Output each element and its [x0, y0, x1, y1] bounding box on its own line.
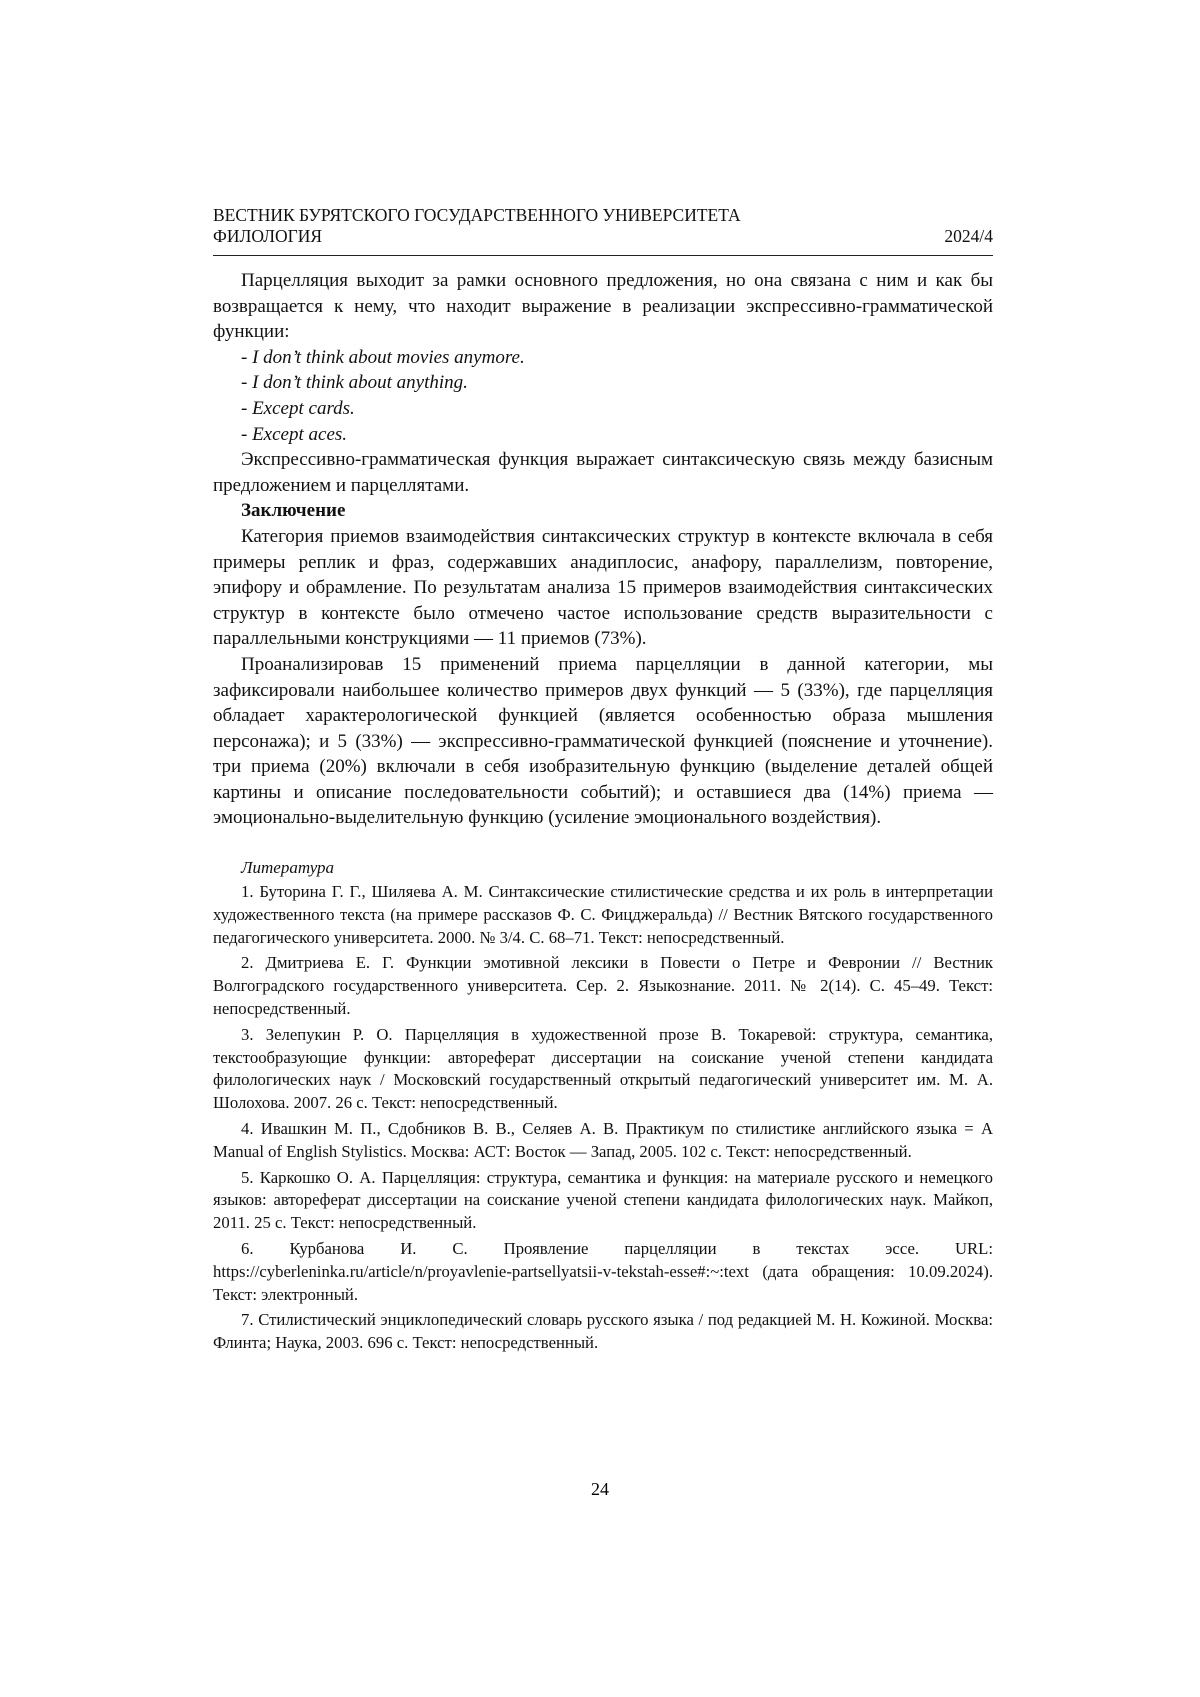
header-row: [213, 226, 993, 247]
dialogue-line: - I don’t think about anything.: [241, 372, 468, 394]
reference-item: 1. Буторина Г. Г., Шиляева А. М. Синтаксические стилистические средства и их роль в интерпретации художественного текста (на примере рассказов Ф. С. Фицджеральда) // Вестник Вятского государственного педагогического университета. 2000. № 3/4. С. 68–71. Текст: непосредственный.: [213, 882, 993, 947]
dialogue-line: - Except cards.: [241, 397, 355, 419]
conclusion-heading: Заключение: [241, 500, 346, 522]
reference-item: 2. Дмитриева Е. Г. Функции эмотивной лексики в Повести о Петре и Февронии // Вестник Волгоградского государственного университета. Сер. 2. Языкознание. 2011. № 2(14). С. 45–49. Текст: непосредственный.: [213, 953, 993, 1019]
header-divider: [213, 255, 993, 256]
reference-item: 6. Курбанова И. С. Проявление парцелляции в текстах эссе. URL: https://cyberleninka.ru/article/n/proyavlenie-partsellyatsii-v-tekstah-esse#:~:text (дата обращения: 10.09.2024). Текст: электронный.: [213, 1239, 993, 1304]
section-title: ФИЛОЛОГИЯ: [213, 226, 323, 246]
dialogue-line: - I don’t think about movies anymore.: [241, 346, 525, 368]
conclusion-paragraph-1: Категория приемов взаимодействия синтаксических структур в контексте включала в себя примеры реплик и фраз, содержавших анадиплосис, анафору, параллелизм, повторение, эпифору и обрамление. По результатам анализа 15 примеров взаимодействия синтаксических структур в контексте было отмечено частое использование средств выразительности с параллельными конструкциями — 11 приемов (73%).: [213, 525, 993, 650]
article-body: [213, 268, 993, 831]
journal-page: [213, 205, 993, 1358]
journal-title: ВЕСТНИК БУРЯТСКОГО ГОСУДАРСТВЕННОГО УНИВЕРСИТЕТА: [213, 205, 741, 225]
conclusion-paragraph-2: Проанализировав 15 применений приема парцелляции в данной категории, мы зафиксировали наибольшее количество примеров двух функций — 5 (33%), где парцелляция обладает характерологической функцией (является особенностью образа мышления персонажа); и 5 (33%) — экспрессивно-грамматической функцией (пояснение и уточнение). три приема (20%) включали в себя изобразительную функцию (выделение деталей общей картины и описание последовательности событий); и оставшиеся два (14%) приема — эмоционально-выделительную функцию (усиление эмоционального воздействия).: [213, 653, 993, 829]
reference-item: 3. Зелепукин Р. О. Парцелляция в художественной прозе В. Токаревой: структура, семантика, текстообразующие функции: автореферат диссертации на соискание ученой степени кандидата филологических наук / Московский государственный открытый педагогический университет им. М. А. Шолохова. 2007. 26 с. Текст: непосредственный.: [213, 1024, 993, 1113]
function-paragraph: Экспрессивно-грамматическая функция выражает синтаксическую связь между базисным предложением и парцеллятами.: [213, 449, 993, 496]
intro-paragraph: Парцелляция выходит за рамки основного предложения, но она связана с ним и как бы возвращается к нему, что находит выражение в реализации экспрессивно-грамматической функции:: [213, 270, 993, 343]
page-number: 24: [591, 1479, 609, 1499]
running-header: [213, 205, 993, 247]
reference-list: [213, 881, 993, 1355]
reference-item: 4. Ивашкин М. П., Сдобников В. В., Селяев А. В. Практикум по стилистике английского языка = A Manual of English Stylistics. Москва: АСТ: Восток — Запад, 2005. 102 с. Текст: непосредственный.: [213, 1119, 993, 1161]
dialogue-line: - Except aces.: [241, 423, 348, 445]
literature-heading: Литература: [241, 858, 335, 878]
issue-number: 2024/4: [944, 226, 993, 246]
reference-item: 5. Каркошко О. А. Парцелляция: структура, семантика и функция: на материале русского и немецкого языков: автореферат диссертации на соискание ученой степени кандидата филологических наук. Майкоп, 2011. 25 с. Текст: непосредственный.: [213, 1167, 993, 1233]
reference-item: 7. Стилистический энциклопедический словарь русского языка / под редакцией М. Н. Кожиной. Москва: Флинта; Наука, 2003. 696 с. Текст: непосредственный.: [213, 1310, 993, 1353]
